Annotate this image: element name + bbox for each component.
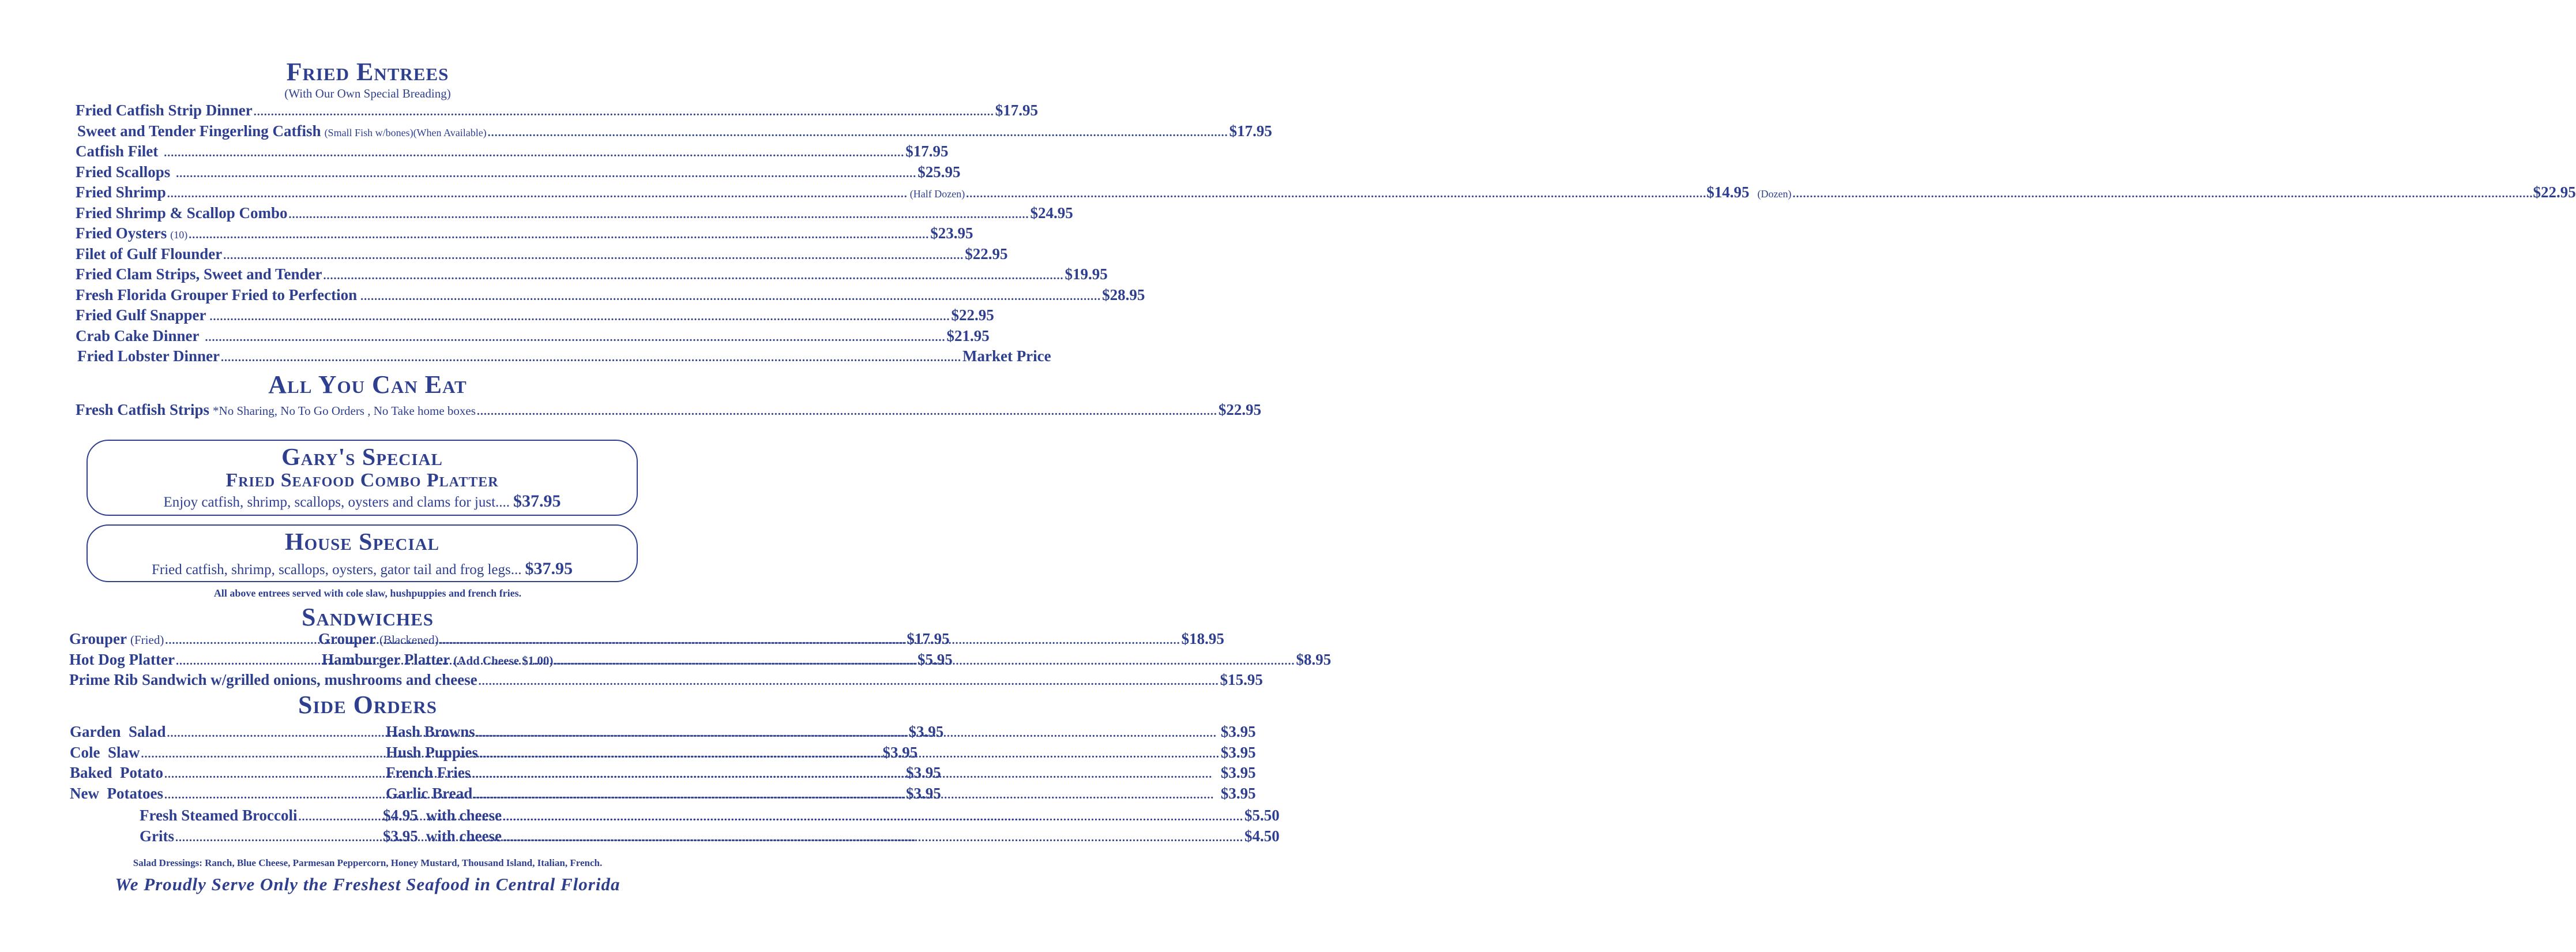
garys-special-price: $37.95	[513, 492, 561, 511]
garys-special-box	[87, 440, 638, 516]
menu-item: Fried Oysters (10) ..... $23.95	[76, 226, 648, 246]
menu-item: Fried Scallops ..... $25.95	[76, 164, 648, 185]
sandwiches-list	[69, 630, 1332, 693]
menu-item: Grouper (Blackened) ..... $18.95	[318, 631, 1224, 652]
menu-item: Fried Shrimp ..... (Half Dozen) ..... $14.95 (Dozen) ..... $22.95	[76, 185, 648, 205]
fried-entrees-subtitle: (With Our Own Special Breading)	[284, 87, 451, 100]
section-title-all-you-can-eat: All You Can Eat	[268, 370, 467, 399]
menu-item: Filet of Gulf Flounder ..... $22.95	[76, 246, 648, 267]
house-special-title: House Special	[284, 529, 440, 556]
fried-entrees-list	[76, 102, 2576, 369]
menu-item: Hush Puppies ..... $3.95	[386, 745, 1256, 766]
menu-item: Hot Dog Platter ..... $5.95	[69, 652, 301, 673]
menu-item: Fresh Florida Grouper Fried to Perfection ..... $28.95	[76, 287, 648, 308]
menu-item: Fried Catfish Strip Dinner ..... $17.95	[76, 103, 648, 123]
menu-item: Prime Rib Sandwich w/grilled onions, mushrooms and cheese ..... $15.95	[69, 672, 655, 693]
side-orders-extras	[140, 807, 1280, 849]
menu-item: Fresh Steamed Broccoli ..... $4.95 with cheese ..... $5.50	[140, 808, 589, 829]
menu-item: Garlic Bread ..... $3.95	[386, 786, 1256, 807]
side-orders-grid	[70, 723, 1256, 806]
menu-item: Sweet and Tender Fingerling Catfish (Small Fish w/bones)(When Available) ..... $17.95	[76, 123, 648, 144]
garys-special-description: Enjoy catfish, shrimp, scallops, oysters and clams for just.... $37.95	[163, 492, 561, 511]
menu-item: Grits ..... $3.95 with cheese ..... $4.50	[140, 829, 589, 849]
served-with-note: All above entrees served with cole slaw, hushpuppies and french fries.	[213, 587, 522, 599]
menu-item: Hamburger Platter (Add Cheese $1.00) ..... $8.95	[322, 652, 1331, 673]
menu-item: French Fries ..... $3.95	[386, 765, 1256, 786]
menu-item: Grouper (Fried) ..... $17.95	[69, 631, 301, 652]
menu-item: Hash Browns ..... $3.95	[386, 724, 1256, 745]
side-orders-right-column	[386, 724, 1256, 806]
menu-item: Cole Slaw ..... $3.95	[70, 745, 368, 766]
menu-item: Fried Gulf Snapper ..... $22.95	[76, 308, 648, 328]
tagline: We Proudly Serve Only the Freshest Seafood in Central Florida	[115, 874, 621, 894]
menu-item: Fried Clam Strips, Sweet and Tender ..... $19.95	[76, 267, 648, 287]
house-special-box	[87, 524, 638, 582]
house-special-description: Fried catfish, shrimp, scallops, oysters, gator tail and frog legs... $37.95	[151, 559, 573, 578]
menu-item: New Potatoes ..... $3.95	[70, 786, 368, 807]
menu-item: Baked Potato ..... $3.95	[70, 765, 368, 786]
menu-item: Fried Shrimp & Scallop Combo ..... $24.95	[76, 205, 648, 226]
section-title-fried-entrees: Fried Entrees	[286, 58, 449, 86]
section-title-side-orders: Side Orders	[298, 691, 437, 719]
menu-item: Crab Cake Dinner ..... $21.95	[76, 328, 648, 349]
menu-item-ayce: Fresh Catfish Strips *No Sharing, No To Go Orders , No Take home boxes ..... $22.95	[76, 402, 648, 418]
salad-dressings-note: Salad Dressings: Ranch, Blue Cheese, Parmesan Peppercorn, Honey Mustard, Thousand Island, Italian, French.	[133, 857, 603, 868]
section-title-sandwiches: Sandwiches	[301, 603, 434, 631]
garys-special-subtitle: Fried Seafood Combo Platter	[225, 470, 499, 491]
house-special-price: $37.95	[525, 559, 573, 578]
garys-special-title: Gary's Special	[281, 444, 443, 471]
menu-item: Fried Lobster Dinner ..... Market Price	[76, 348, 648, 369]
menu-item: Garden Salad ..... $3.95	[70, 724, 368, 745]
menu-item: Catfish Filet ..... $17.95	[76, 144, 648, 164]
